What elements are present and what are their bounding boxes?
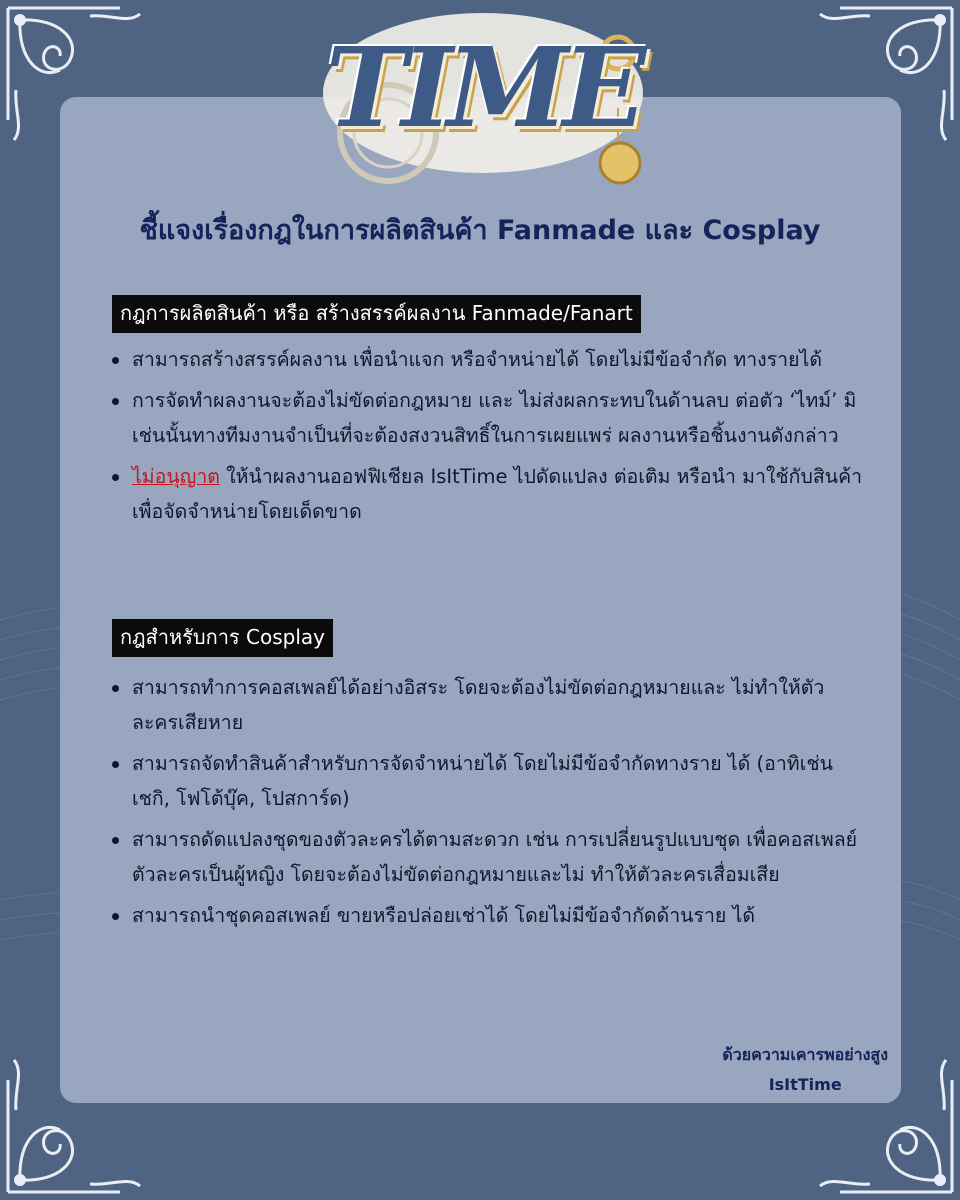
time-logo (318, 8, 648, 188)
not-allowed-link[interactable]: ไม่อนุญาต (132, 465, 220, 488)
logo-wordmark: TIME (325, 23, 641, 152)
rule-text: สามารถดัดแปลงชุดของตัวละครได้ตามสะดวก เช่น การเปลี่ยนรูปแบบชุด เพื่อคอสเพลย์ตัวละครเป็นผู้หญิง โดยจะต้องไม่ขัดต่อกฎหมายและไม่ ทำให้ตัวละครเสื่อมเสีย (132, 828, 858, 886)
section-heading-fanmade: กฎการผลิตสินค้า หรือ สร้างสรรค์ผลงาน Fanmade/Fanart (112, 295, 641, 333)
rule-text: สามารถจัดทำสินค้าสำหรับการจัดจำหน่ายได้ โดยไม่มีข้อจำกัดทางราย ได้ (อาทิเช่น เชกิ, โฟโต้บุ๊ค, โปสการ์ด) (132, 752, 833, 810)
bullet-icon (112, 837, 119, 844)
page-title: ชี้แจงเรื่องกฎในการผลิตสินค้า Fanmade และ Cosplay (139, 215, 821, 246)
bullet-icon (112, 398, 119, 405)
bullet-icon (112, 761, 119, 768)
list-item (110, 342, 870, 377)
list-item (110, 459, 870, 529)
signature-line: ด้วยความเคารพอย่างสูง (722, 1045, 888, 1064)
list-item (110, 670, 870, 740)
bullet-icon (112, 357, 119, 364)
rule-text: การจัดทำผลงานจะต้องไม่ขัดต่อกฎหมาย และ ไม่ส่งผลกระทบในด้านลบ ต่อตัว ‘ไทม์’ มิเช่นนั้นทางทีมงานจำเป็นที่จะต้องสงวนสิทธิ์ในการเผยแพร่ ผลงานหรือชิ้นงานดังกล่าว (132, 389, 857, 447)
rule-text: ให้นำผลงานออฟฟิเชียล IsItTime ไปดัดแปลง ต่อเติม หรือนำ มาใช้กับสินค้าเพื่อจัดจำหน่ายโดยเด็ดขาด (132, 465, 863, 523)
signature (722, 1040, 888, 1100)
list-item (110, 383, 870, 453)
bullet-icon (112, 685, 119, 692)
bullet-icon (112, 474, 119, 481)
cosplay-rules-list (110, 670, 870, 939)
list-item (110, 746, 870, 816)
section-heading-cosplay: กฎสำหรับการ Cosplay (112, 619, 333, 657)
fanmade-rules-list (110, 342, 870, 535)
bullet-icon (112, 913, 119, 920)
list-item (110, 822, 870, 892)
list-item (110, 898, 870, 933)
rule-text: สามารถสร้างสรรค์ผลงาน เพื่อนำแจก หรือจำหน่ายได้ โดยไม่มีข้อจำกัด ทางรายได้ (132, 348, 823, 371)
rule-text: สามารถนำชุดคอสเพลย์ ขายหรือปล่อยเช่าได้ โดยไม่มีข้อจำกัดด้านราย ได้ (132, 904, 756, 927)
signature-brand: IsItTime (768, 1075, 842, 1094)
rule-text: สามารถทำการคอสเพลย์ได้อย่างอิสระ โดยจะต้องไม่ขัดต่อกฎหมายและ ไม่ทำให้ตัวละครเสียหาย (132, 676, 825, 734)
